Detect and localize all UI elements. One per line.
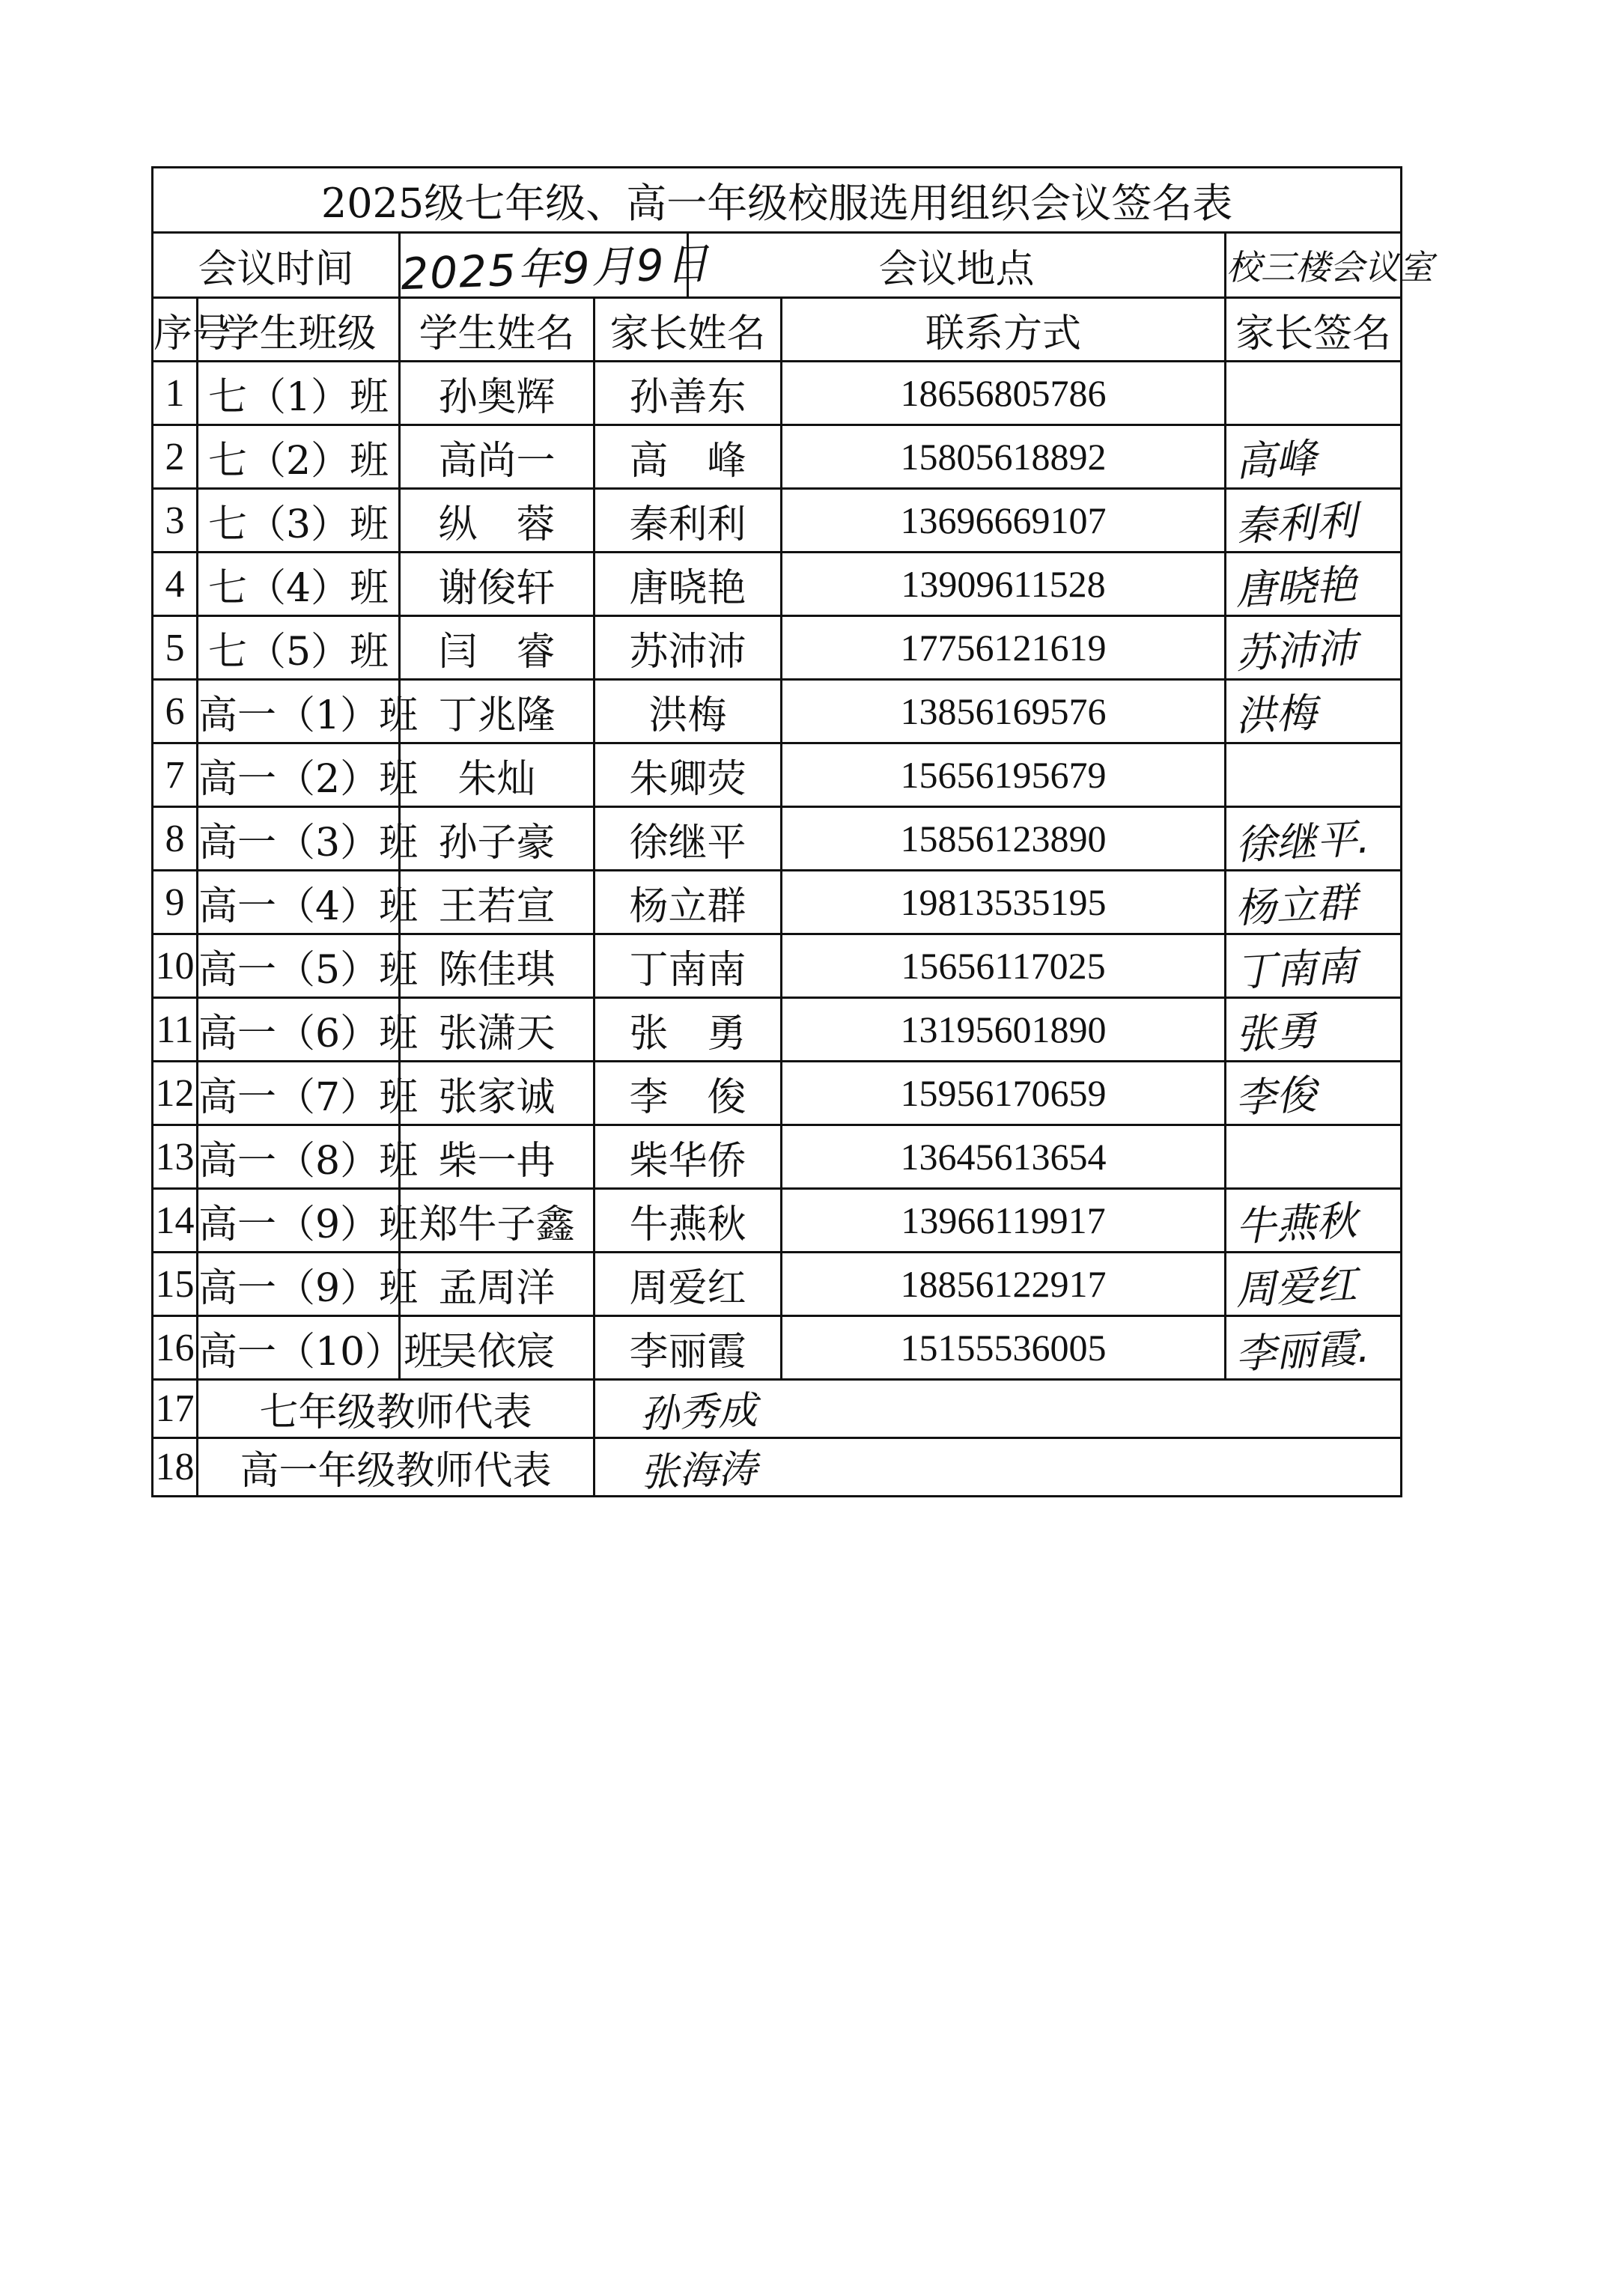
row-seq: 15 bbox=[153, 1253, 198, 1316]
row-seq: 3 bbox=[153, 489, 198, 553]
row-parent-signature bbox=[1226, 1062, 1402, 1125]
table-row bbox=[153, 807, 1402, 871]
table-row bbox=[153, 1062, 1402, 1125]
row-class: 高一（8）班 bbox=[198, 1125, 400, 1189]
row-parent-name: 李 俊 bbox=[594, 1062, 782, 1125]
row-phone: 13966119917 bbox=[782, 1189, 1226, 1253]
handwritten-signature: 李俊 bbox=[1234, 1070, 1318, 1122]
row-phone: 15805618892 bbox=[782, 425, 1226, 489]
row-parent-signature bbox=[1226, 934, 1402, 998]
row-parent-name: 柴华侨 bbox=[594, 1125, 782, 1189]
row-phone: 18656805786 bbox=[782, 362, 1226, 425]
header-class: 学生班级 bbox=[198, 298, 400, 362]
row-parent-name: 高 峰 bbox=[594, 425, 782, 489]
row-parent-signature bbox=[1226, 680, 1402, 743]
header-seq: 序号 bbox=[153, 298, 198, 362]
row-class: 七（5）班 bbox=[198, 616, 400, 680]
meeting-date-handwritten: 2025年9月9日 bbox=[400, 237, 711, 300]
row-class: 高一（5）班 bbox=[198, 934, 400, 998]
header-phone: 联系方式 bbox=[782, 298, 1226, 362]
row-parent-signature bbox=[1226, 425, 1402, 489]
row-parent-name: 杨立群 bbox=[594, 871, 782, 934]
row-parent-signature bbox=[1226, 362, 1402, 425]
row-phone: 15656117025 bbox=[782, 934, 1226, 998]
handwritten-signature: 唐晓艳 bbox=[1234, 560, 1358, 614]
handwritten-signature: 杨立群 bbox=[1234, 878, 1358, 932]
table-row bbox=[153, 934, 1402, 998]
handwritten-signature: 孙秀成 bbox=[639, 1388, 758, 1437]
row-student-name: 孙奥辉 bbox=[400, 362, 594, 425]
row-seq: 16 bbox=[153, 1316, 198, 1380]
row-parent-name: 牛燕秋 bbox=[594, 1189, 782, 1253]
title-row bbox=[153, 168, 1402, 233]
table-row bbox=[153, 616, 1402, 680]
row-class: 七（1）班 bbox=[198, 362, 400, 425]
handwritten-signature: 洪梅 bbox=[1234, 688, 1318, 740]
sign-in-table bbox=[151, 166, 1433, 1497]
table-row bbox=[153, 362, 1402, 425]
handwritten-signature: 牛燕秋 bbox=[1234, 1196, 1358, 1250]
row-class: 七（2）班 bbox=[198, 425, 400, 489]
row-class: 高一（10）班 bbox=[198, 1316, 400, 1380]
table-row bbox=[153, 998, 1402, 1062]
handwritten-signature: 丁南南 bbox=[1234, 942, 1358, 996]
table-row bbox=[153, 871, 1402, 934]
row-phone: 15956170659 bbox=[782, 1062, 1226, 1125]
meeting-place-handwritten: 校三楼会议室 bbox=[1226, 247, 1433, 287]
row-seq: 13 bbox=[153, 1125, 198, 1189]
handwritten-signature: 周爱红 bbox=[1234, 1260, 1358, 1314]
row-parent-name: 朱卿荧 bbox=[594, 743, 782, 807]
header-row bbox=[153, 298, 1402, 362]
row-seq: 10 bbox=[153, 934, 198, 998]
teacher-signature bbox=[594, 1380, 1402, 1438]
teacher-seq: 17 bbox=[153, 1380, 198, 1438]
row-seq: 9 bbox=[153, 871, 198, 934]
row-parent-name: 孙善东 bbox=[594, 362, 782, 425]
row-parent-signature bbox=[1226, 1253, 1402, 1316]
row-phone: 19813535195 bbox=[782, 871, 1226, 934]
row-student-name: 闫 睿 bbox=[400, 616, 594, 680]
meeting-time-value bbox=[400, 233, 711, 300]
teacher-label: 七年级教师代表 bbox=[198, 1380, 594, 1438]
row-parent-name: 张 勇 bbox=[594, 998, 782, 1062]
row-phone: 15155536005 bbox=[782, 1316, 1226, 1380]
row-phone: 13195601890 bbox=[782, 998, 1226, 1062]
row-phone: 17756121619 bbox=[782, 616, 1226, 680]
row-phone: 13909611528 bbox=[782, 553, 1226, 616]
teacher-seq: 18 bbox=[153, 1438, 198, 1497]
row-seq: 1 bbox=[153, 362, 198, 425]
row-student-name: 王若宣 bbox=[400, 871, 594, 934]
row-parent-name: 周爱红 bbox=[594, 1253, 782, 1316]
table-row bbox=[153, 1189, 1402, 1253]
row-phone: 13645613654 bbox=[782, 1125, 1226, 1189]
row-parent-signature bbox=[1226, 489, 1402, 553]
meeting-place-label: 会议地点 bbox=[688, 233, 1226, 298]
row-seq: 6 bbox=[153, 680, 198, 743]
header-parent-signature: 家长签名 bbox=[1226, 298, 1402, 362]
row-parent-name: 苏沛沛 bbox=[594, 616, 782, 680]
meeting-place-value bbox=[1226, 233, 1433, 298]
handwritten-signature: 苏沛沛 bbox=[1234, 624, 1358, 678]
row-student-name: 陈佳琪 bbox=[400, 934, 594, 998]
row-class: 高一（9）班 bbox=[198, 1189, 400, 1253]
row-parent-signature bbox=[1226, 998, 1402, 1062]
row-seq: 4 bbox=[153, 553, 198, 616]
handwritten-signature: 徐继平. bbox=[1234, 814, 1371, 869]
row-class: 七（3）班 bbox=[198, 489, 400, 553]
table-row bbox=[153, 489, 1402, 553]
row-seq: 5 bbox=[153, 616, 198, 680]
meeting-time-label: 会议时间 bbox=[153, 233, 400, 298]
handwritten-signature: 张勇 bbox=[1234, 1006, 1318, 1059]
handwritten-signature: 张海涛 bbox=[639, 1446, 758, 1496]
row-parent-signature bbox=[1226, 1189, 1402, 1253]
table-row bbox=[153, 553, 1402, 616]
row-student-name: 孟周洋 bbox=[400, 1253, 594, 1316]
row-phone: 13856169576 bbox=[782, 680, 1226, 743]
row-class: 高一（7）班 bbox=[198, 1062, 400, 1125]
row-student-name: 郑牛子鑫 bbox=[400, 1189, 594, 1253]
handwritten-signature: 秦利利 bbox=[1234, 496, 1358, 550]
row-class: 高一（4）班 bbox=[198, 871, 400, 934]
row-class: 七（4）班 bbox=[198, 553, 400, 616]
row-parent-signature bbox=[1226, 807, 1402, 871]
row-student-name: 孙子豪 bbox=[400, 807, 594, 871]
row-student-name: 纵 蓉 bbox=[400, 489, 594, 553]
row-student-name: 柴一冉 bbox=[400, 1125, 594, 1189]
row-seq: 14 bbox=[153, 1189, 198, 1253]
row-seq: 8 bbox=[153, 807, 198, 871]
row-student-name: 吴依宸 bbox=[400, 1316, 594, 1380]
table-row bbox=[153, 1253, 1402, 1316]
row-parent-signature bbox=[1226, 616, 1402, 680]
row-student-name: 谢俊轩 bbox=[400, 553, 594, 616]
handwritten-signature: 高峰 bbox=[1234, 433, 1318, 486]
row-phone: 18856122917 bbox=[782, 1253, 1226, 1316]
row-parent-signature bbox=[1226, 1125, 1402, 1189]
sheet-title: 2025级七年级、高一年级校服选用组织会议签名表 bbox=[153, 168, 1402, 233]
row-seq: 11 bbox=[153, 998, 198, 1062]
row-parent-name: 李丽霞 bbox=[594, 1316, 782, 1380]
row-parent-signature bbox=[1226, 553, 1402, 616]
row-class: 高一（6）班 bbox=[198, 998, 400, 1062]
row-parent-signature bbox=[1226, 1316, 1402, 1380]
row-student-name: 张潇天 bbox=[400, 998, 594, 1062]
handwritten-signature: 李丽霞. bbox=[1234, 1323, 1371, 1378]
row-parent-name: 洪梅 bbox=[594, 680, 782, 743]
teacher-label: 高一年级教师代表 bbox=[198, 1438, 594, 1497]
table-row bbox=[153, 680, 1402, 743]
row-parent-signature bbox=[1226, 871, 1402, 934]
table-row bbox=[153, 425, 1402, 489]
header-parent-name: 家长姓名 bbox=[594, 298, 782, 362]
row-seq: 12 bbox=[153, 1062, 198, 1125]
row-student-name: 张家诚 bbox=[400, 1062, 594, 1125]
sign-in-sheet bbox=[151, 166, 1433, 1497]
row-parent-name: 丁南南 bbox=[594, 934, 782, 998]
row-class: 高一（2）班 bbox=[198, 743, 400, 807]
table-row bbox=[153, 1125, 1402, 1189]
row-phone: 15656195679 bbox=[782, 743, 1226, 807]
row-student-name: 高尚一 bbox=[400, 425, 594, 489]
row-phone: 15856123890 bbox=[782, 807, 1226, 871]
row-class: 高一（9）班 bbox=[198, 1253, 400, 1316]
teacher-signature bbox=[594, 1438, 1402, 1497]
table-row bbox=[153, 1316, 1402, 1380]
meta-row bbox=[153, 233, 1402, 298]
row-parent-signature bbox=[1226, 743, 1402, 807]
row-parent-name: 唐晓艳 bbox=[594, 553, 782, 616]
row-parent-name: 徐继平 bbox=[594, 807, 782, 871]
row-parent-name: 秦利利 bbox=[594, 489, 782, 553]
row-class: 高一（1）班 bbox=[198, 680, 400, 743]
teacher-row bbox=[153, 1380, 1402, 1438]
header-student-name: 学生姓名 bbox=[400, 298, 594, 362]
row-seq: 7 bbox=[153, 743, 198, 807]
row-seq: 2 bbox=[153, 425, 198, 489]
row-class: 高一（3）班 bbox=[198, 807, 400, 871]
table-row bbox=[153, 743, 1402, 807]
teacher-row bbox=[153, 1438, 1402, 1497]
row-student-name: 朱灿 bbox=[400, 743, 594, 807]
row-phone: 13696669107 bbox=[782, 489, 1226, 553]
row-student-name: 丁兆隆 bbox=[400, 680, 594, 743]
